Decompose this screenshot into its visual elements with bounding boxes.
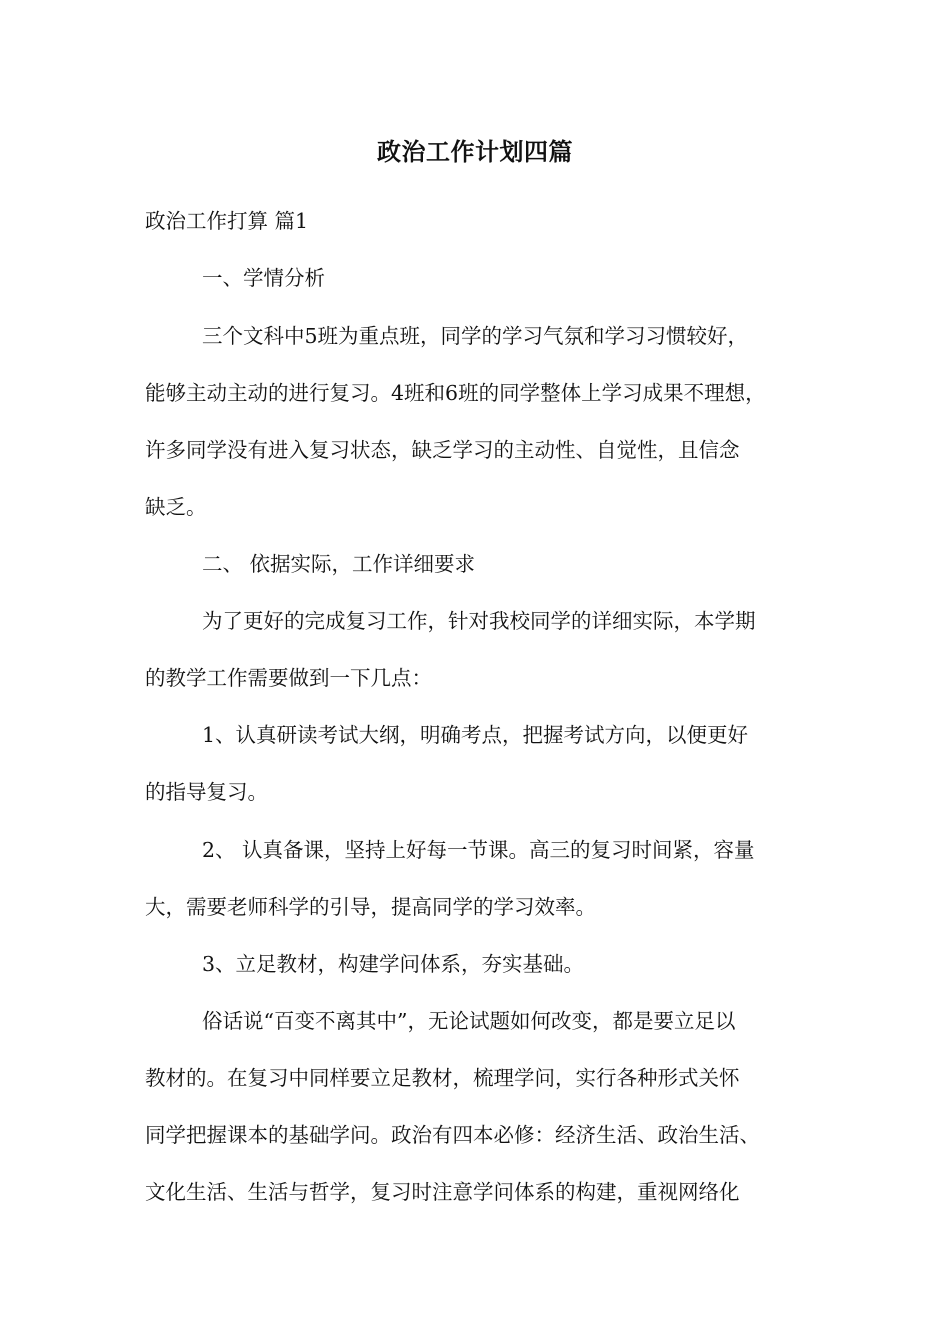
section-heading: 政治工作打算 篇1 bbox=[145, 209, 309, 233]
paragraph-line: 三个文科中5班为重点班，同学的学习气氛和学习习惯较好， bbox=[202, 324, 749, 348]
paragraph-line: 俗话说“百变不离其中”，无论试题如何改变，都是要立足以 bbox=[202, 1009, 736, 1033]
paragraph-line: 文化生活、生活与哲学，复习时注意学问体系的构建，重视网络化 bbox=[145, 1180, 740, 1204]
list-item-line: 大，需要老师科学的引导，提高同学的学习效率。 bbox=[145, 895, 596, 919]
paragraph-line: 同学把握课本的基础学问。政治有四本必修：经济生活、政治生活、 bbox=[145, 1123, 760, 1147]
paragraph-line: 的教学工作需要做到一下几点： bbox=[145, 666, 432, 690]
list-item-line: 2、 认真备课，坚持上好每一节课。高三的复习时间紧，容量 bbox=[202, 838, 755, 862]
document-title: 政治工作计划四篇 bbox=[377, 137, 573, 166]
subheading: 二、 依据实际，工作详细要求 bbox=[202, 552, 476, 576]
paragraph-line: 教材的。在复习中同样要立足教材，梳理学问，实行各种形式关怀 bbox=[145, 1066, 740, 1090]
subheading: 一、学情分析 bbox=[202, 266, 325, 290]
list-item-line: 的指导复习。 bbox=[145, 780, 268, 804]
paragraph-line: 缺乏。 bbox=[145, 495, 207, 519]
paragraph-line: 许多同学没有进入复习状态，缺乏学习的主动性、自觉性，且信念 bbox=[145, 438, 740, 462]
paragraph-line: 能够主动主动的进行复习。4班和6班的同学整体上学习成果不理想， bbox=[145, 381, 766, 405]
list-item-line: 1、认真研读考试大纲，明确考点，把握考试方向，以便更好 bbox=[202, 723, 749, 747]
paragraph-line: 为了更好的完成复习工作，针对我校同学的详细实际，本学期 bbox=[202, 609, 756, 633]
list-item-line: 3、立足教材，构建学问体系，夯实基础。 bbox=[202, 952, 585, 976]
